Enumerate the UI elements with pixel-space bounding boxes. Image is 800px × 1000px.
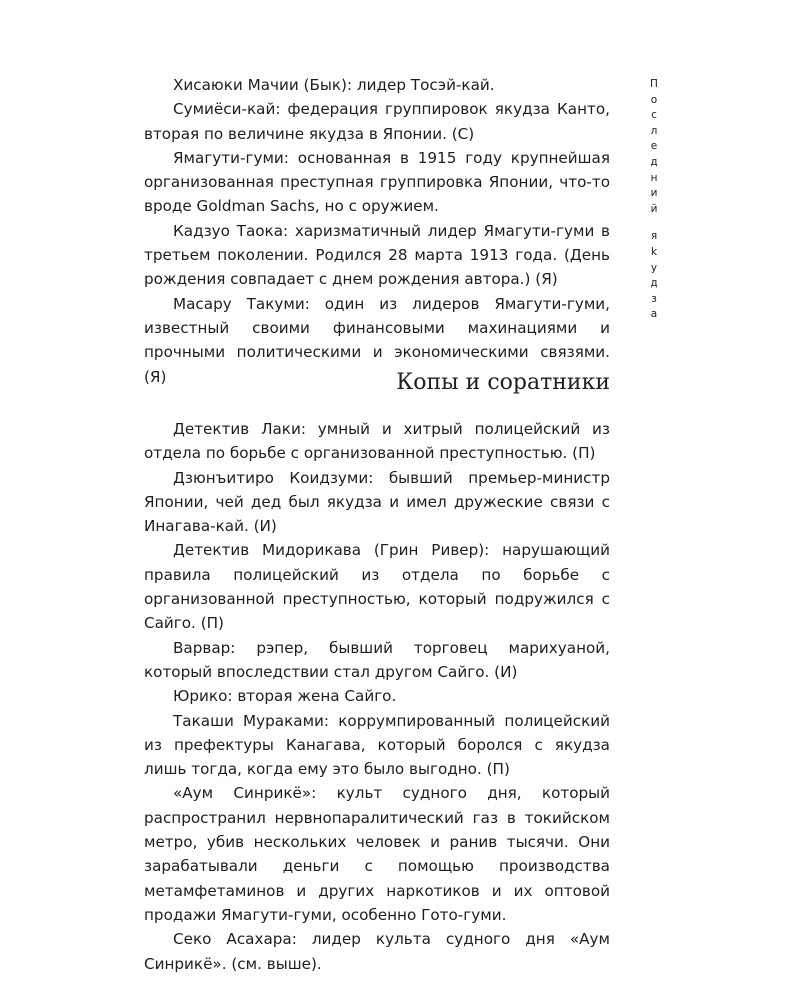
glossary-entry: Масару Такуми: один из лидеров Ямагути-гуми, известный своими финансовыми махинациями и прочными политическими и экономическими связями. (Я) xyxy=(144,294,610,386)
running-title-letter: е xyxy=(650,140,658,153)
glossary-block-yakuza xyxy=(144,73,610,389)
running-title-letter: л xyxy=(650,124,658,137)
running-title xyxy=(644,77,664,323)
running-title-letter: с xyxy=(651,109,657,122)
running-title-letter: а xyxy=(650,308,658,321)
running-title-word-gap xyxy=(644,217,664,229)
running-title-letter: д xyxy=(650,155,658,168)
running-title-letter: у xyxy=(650,261,658,274)
running-title-letter: о xyxy=(650,93,658,106)
glossary-entry: Ямагути-гуми: основанная в 1915 году крупнейшая организованная преступная группировка Японии, что-то вроде Goldman Sachs, но с оружием. xyxy=(144,148,610,216)
glossary-entry: Юрико: вторая жена Сайго. xyxy=(173,687,397,706)
glossary-entry: Детектив Мидорикава (Грин Ривер): нарушающий правила полицейский из отдела по борьбе с организованной преступностью, который подружился с Сайго. (П) xyxy=(144,541,610,633)
glossary-entry: Сумиёси-кай: федерация группировок якудза Канто, вторая по величине якудза в Японии. (С) xyxy=(144,100,610,143)
glossary-entry: Дзюнъитиро Коидзуми: бывший премьер-министр Японии, чей дед был якудза и имел дружеские связи с Инагава-кай. (И) xyxy=(144,468,610,536)
section-heading: Копы и соратники xyxy=(396,370,610,395)
running-title-letter: я xyxy=(650,230,658,243)
glossary-entry: Такаши Мураками: коррумпированный полицейский из префектуры Канагава, который боролся с якудза лишь тогда, когда ему это было выгодно. (П) xyxy=(144,711,610,779)
glossary-entry: Варвар: рэпер, бывший торговец марихуаной, который впоследствии стал другом Сайго. (И) xyxy=(144,638,610,681)
glossary-entry: «Аум Синрикё»: культ судного дня, который распространил нервнопаралитический газ в токийском метро, убив нескольких человек и ранив тысячи. Они зарабатывали деньги с помощью производства метамфетаминов и других наркотиков и их оптовой продажи Ямагути-гуми, особенно Гото-гуми. xyxy=(144,784,610,924)
running-title-letter: k xyxy=(650,245,658,258)
running-title-letter: П xyxy=(650,78,658,90)
running-title-letter: з xyxy=(651,292,657,305)
running-title-letter: й xyxy=(650,202,658,215)
glossary-entry: Детектив Лаки: умный и хитрый полицейский из отдела по борьбе с организованной преступностью. (П) xyxy=(144,420,610,463)
running-title-letter: д xyxy=(650,277,658,290)
glossary-entry: Секо Асахара: лидер культа судного дня «Аум Синрикё». (см. выше). xyxy=(144,930,610,973)
glossary-block-cops xyxy=(144,417,610,976)
running-title-letter: н xyxy=(650,171,658,184)
glossary-entry: Хисаюки Мачии (Бык): лидер Тосэй-кай. xyxy=(173,76,495,94)
glossary-entry: Кадзуо Таока: харизматичный лидер Ямагути-гуми в третьем поколении. Родился 28 марта 1913 года. (День рождения совпадает с днем рождения автора.) (Я) xyxy=(144,221,610,289)
running-title-letter: и xyxy=(650,187,658,200)
